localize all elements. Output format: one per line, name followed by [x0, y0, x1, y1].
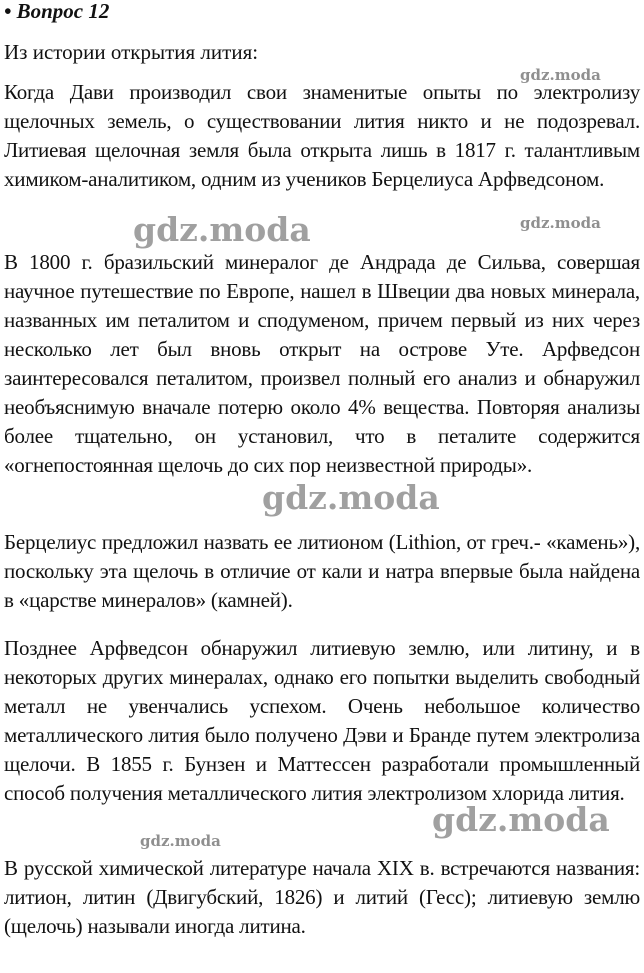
watermark: gdz.moda: [520, 214, 601, 232]
question-heading: • Вопрос 12: [4, 0, 110, 23]
watermark: gdz.moda: [133, 210, 311, 249]
paragraph-4: Позднее Арфведсон обнаружил литиевую землю, или литину, и в некоторых других минералах, однако его попытки выделить свободный металл не увенчались успехом. Очень небольшое количество металлического лития было получено Дэви и Бранде путем электролиза щелочи. В 1855 г. Бунзен и Маттессен разработали промышленный способ получения металлического лития электролизом хлорида лития.: [4, 636, 640, 805]
paragraph-1: Когда Дави производил свои знаменитые опыты по электролизу щелочных земель, о существовании лития никто и не подозревал. Литиевая щелочная земля была открыта лишь в 1817 г. талантливым химиком-аналитиком, одним из учеников Берцелиуса Арфведсоном.: [4, 80, 640, 191]
watermark: gdz.moda: [520, 66, 601, 84]
watermark: gdz.moda: [262, 478, 440, 517]
watermark: gdz.moda: [140, 832, 221, 850]
intro-line: Из истории открытия лития:: [4, 40, 259, 64]
watermark: gdz.moda: [432, 800, 610, 839]
paragraph-2: В 1800 г. бразильский минералог де Андрада де Сильва, совершая научное путешествие по Европе, нашел в Швеции два новых минерала, названных им петалитом и сподуменом, причем первый из них через несколько лет был вновь открыт на острове Уте. Арфведсон заинтересовался петалитом, произвел полный его анализ и обнаружил необъяснимую вначале потерю около 4% вещества. Повторяя анализы более тщательно, он установил, что в петалите содержится «огнепостоянная щелочь до сих пор неизвестной природы».: [4, 250, 640, 477]
paragraph-3: Берцелиус предложил назвать ее литионом (Lithion, от греч.- «камень»), поскольку эта щелочь в отличие от кали и натра впервые была найдена в «царстве минералов» (камней).: [4, 530, 640, 612]
paragraph-5: В русской химической литературе начала XIX в. встречаются названия: литион, литин (Двигубский, 1826) и литий (Гесс); литиевую землю (щелочь) называли иногда литина.: [4, 856, 640, 938]
